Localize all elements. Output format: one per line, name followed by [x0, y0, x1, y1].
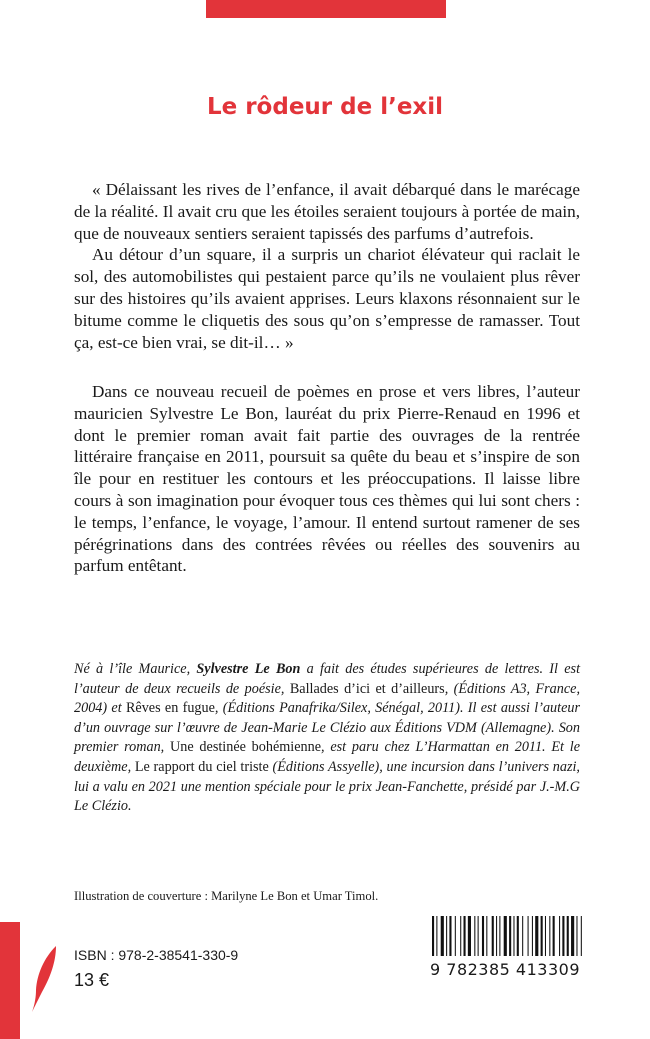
- top-accent-bar: [206, 0, 446, 18]
- feather-logo-icon: [30, 944, 60, 1014]
- bio-book-3: Une destinée bohémienne: [170, 739, 322, 756]
- book-description: [74, 381, 580, 577]
- bio-book-2: Rêves en fugue: [125, 700, 215, 717]
- bio-book-4: Le rapport du ciel triste: [134, 758, 269, 775]
- bio-text-2: a fait des études supérieures de lettres. Il est l’auteur de deux recueils de poésie,: [74, 661, 581, 697]
- bio-book-1: Ballades d’ici et d’ailleurs: [289, 680, 445, 697]
- barcode-digits: 9 782385 413309: [430, 960, 581, 979]
- price: 13 €: [74, 970, 110, 990]
- bio-text-6: (Éditions Assyelle), une incursion dans l’univers nazi, lui a valu en 2021 une mention spéciale pour le prix Jean-Fanchette, présidé par J.-M.G Le Clézio.: [74, 758, 580, 815]
- bio-text-4: , (Éditions Panafrika/Silex, Sénégal, 2011). Il est aussi l’auteur d’un ouvrage sur l’œuvre de Jean-Marie Le Clézio aux Éditions VDM (Allemagne). Son premier roman,: [74, 700, 580, 756]
- bio-text-3: , (Éditions A3, France, 2004) et: [74, 680, 581, 717]
- excerpt-quote: [74, 179, 580, 353]
- bio-text-1: Né à l’île Maurice,: [74, 661, 197, 677]
- isbn-number: ISBN : 978-2-38541-330-9: [74, 947, 239, 963]
- bio-paragraph: [74, 660, 580, 817]
- author-bio: [74, 660, 580, 817]
- quote-paragraph-2: Au détour d’un square, il a surpris un chariot élévateur qui raclait le sol, des automobilistes qui pestaient parce qu’ils ne voulaient plus rêver sur des histoires qu’ils avaient apprises. Leurs klaxons résonnaient sur le bitume comme le cliquetis des sous qu’on s’empresse de ramasser. Tout ça, est-ce bien vrai, se dit-il… »: [74, 245, 580, 352]
- quote-paragraph-1: « Délaissant les rives de l’enfance, il avait débarqué dans le marécage de la réalité. Il avait cru que les étoiles seraient toujours à portée de main, que de nouveaux sentiers seraient tapissés des parfums d’autrefois.: [74, 180, 580, 243]
- description-paragraph: Dans ce nouveau recueil de poèmes en prose et vers libres, l’auteur mauricien Sylvestre Le Bon, lauréat du prix Pierre-Renaud en 1996 et dont le premier roman avait fait partie des ouvrages de la rentrée littéraire française en 2011, poursuit sa quête du beau et s’inspire de son île pour en restituer les contours et les préoccupations. Il laisse libre cours à son imagination pour évoquer tous ces thèmes qui lui sont chers : le temps, l’enfance, le voyage, l’amour. Il entend surtout ramener de ses pérégrinations dans des contrées rêvées ou réelles des souvenirs au parfum entêtant.: [74, 382, 580, 576]
- bio-text-5: , est paru chez L’Harmattan en 2011. Et le deuxième,: [74, 739, 580, 775]
- cover-illustration-credit: Illustration de couverture : Marilyne Le Bon et Umar Timol.: [74, 889, 379, 903]
- bio-author-name: Sylvestre Le Bon: [196, 661, 301, 677]
- left-accent-stripe: [0, 922, 20, 1039]
- book-title: Le rôdeur de l’exil: [206, 94, 444, 120]
